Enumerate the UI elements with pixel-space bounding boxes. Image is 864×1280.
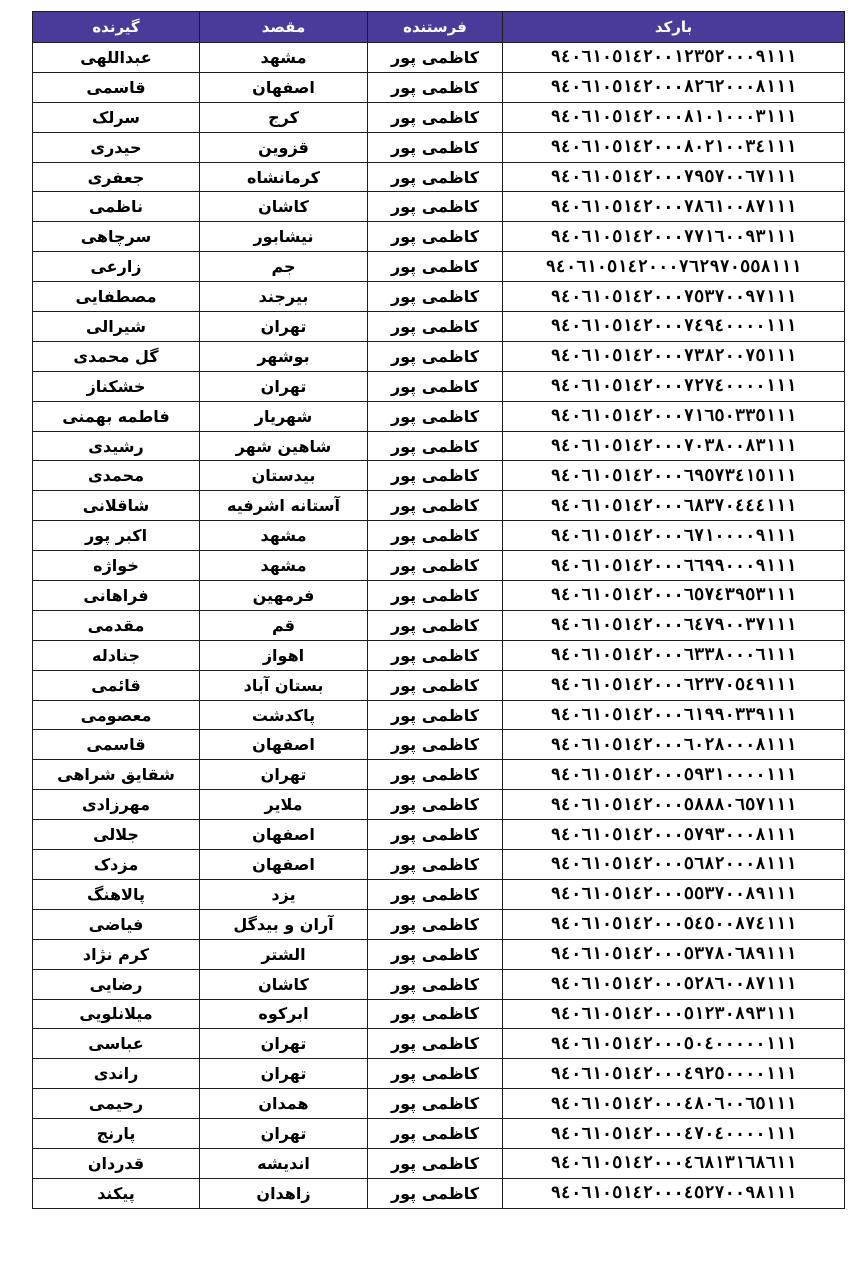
barcode-cell: ۹٤۰٦۱۰٥۱٤۲۰۰۰٥۸۸۸۰٦٥۷۱۱۱ [503, 790, 845, 820]
receiver-cell: قاسمی [33, 730, 200, 760]
table-row [33, 1148, 845, 1178]
sender-cell: کاظمی پور [368, 252, 503, 282]
table-row [33, 610, 845, 640]
receiver-cell: گل محمدی [33, 341, 200, 371]
sender-cell: کاظمی پور [368, 1089, 503, 1119]
sender-cell: کاظمی پور [368, 312, 503, 342]
barcode-cell: ۹٤۰٦۱۰٥۱٤۲۰۰۰٦٦۹۹۰۰۰۹۱۱۱ [503, 551, 845, 581]
barcode-cell: ۹٤۰٦۱۰٥۱٤۲۰۰۰٥۷۹۳۰۰۰۸۱۱۱ [503, 820, 845, 850]
barcode-cell: ۹٤۰٦۱۰٥۱٤۲۰۰۰۷٥۳۷۰۰۹۷۱۱۱ [503, 282, 845, 312]
receiver-cell: ناظمی [33, 192, 200, 222]
barcode-cell: ۹٤۰٦۱۰٥۱٤۲۰۰۰٤۹۲٥۰۰۰۰۱۱۱ [503, 1059, 845, 1089]
receiver-cell: فاطمه بهمنی [33, 401, 200, 431]
table-row [33, 640, 845, 670]
barcode-cell: ۹٤۰٦۱۰٥۱٤۲۰۰۰۷٤۹٤۰۰۰۰۱۱۱ [503, 312, 845, 342]
sender-cell: کاظمی پور [368, 72, 503, 102]
barcode-cell: ۹٤۰٦۱۰٥۱٤۲۰۰۰٦٤۷۹۰۰۳۷۱۱۱ [503, 610, 845, 640]
destination-cell: جم [200, 252, 368, 282]
sender-cell: کاظمی پور [368, 491, 503, 521]
sender-cell: کاظمی پور [368, 999, 503, 1029]
destination-cell: اصفهان [200, 850, 368, 880]
table-row [33, 551, 845, 581]
receiver-cell: قاسمی [33, 72, 200, 102]
receiver-cell: سرچاهی [33, 222, 200, 252]
destination-cell: اصفهان [200, 820, 368, 850]
table-row [33, 521, 845, 551]
table-row [33, 820, 845, 850]
barcode-cell: ۹٤۰٦۱۰٥۱٤۲۰۰۰٥٤٥۰۰۸۷٤۱۱۱ [503, 909, 845, 939]
barcode-cell: ۹٤۰٦۱۰٥۱٤۲۰۰۰۷۸٦۱۰۰۸۷۱۱۱ [503, 192, 845, 222]
table-row [33, 909, 845, 939]
barcode-cell: ۹٤۰٦۱۰٥۱٤۲۰۰۰٥۳۷۸۰٦۸۹۱۱۱ [503, 939, 845, 969]
destination-cell: بیرجند [200, 282, 368, 312]
destination-cell: تهران [200, 1119, 368, 1149]
table-row [33, 1089, 845, 1119]
receiver-cell: رضایی [33, 969, 200, 999]
sender-cell: کاظمی پور [368, 132, 503, 162]
receiver-cell: شیرالی [33, 312, 200, 342]
table-row [33, 1178, 845, 1208]
table-row [33, 371, 845, 401]
receiver-cell: معصومی [33, 700, 200, 730]
destination-cell: اصفهان [200, 72, 368, 102]
destination-cell: تهران [200, 312, 368, 342]
destination-cell: بیدستان [200, 461, 368, 491]
sender-cell: کاظمی پور [368, 1059, 503, 1089]
header-row [33, 12, 845, 43]
table-row [33, 879, 845, 909]
destination-cell: شاهین شهر [200, 431, 368, 461]
sender-cell: کاظمی پور [368, 760, 503, 790]
table-row [33, 969, 845, 999]
header-sender: فرستنده [368, 12, 503, 43]
destination-cell: اهواز [200, 640, 368, 670]
barcode-cell: ۹٤۰٦۱۰٥۱٤۲۰۰۰۸۱۰۱۰۰۰۳۱۱۱ [503, 102, 845, 132]
receiver-cell: سرلک [33, 102, 200, 132]
barcode-cell: ۹٤۰٦۱۰٥۱٤۲۰۰۰۷۰۳۸۰۰۸۳۱۱۱ [503, 431, 845, 461]
destination-cell: کاشان [200, 969, 368, 999]
barcode-cell: ۹٤۰٦۱۰٥۱٤۲۰۰۰۷۲۷٤۰۰۰۰۱۱۱ [503, 371, 845, 401]
barcode-cell: ۹٤۰٦۱۰٥۱٤۲۰۰۰٥٥۳۷۰۰۸۹۱۱۱ [503, 879, 845, 909]
receiver-cell: کرم نژاد [33, 939, 200, 969]
barcode-cell: ۹٤۰٦۱۰٥۱٤۲۰۰۰۷۱٦٥۰۳۳٥۱۱۱ [503, 401, 845, 431]
barcode-cell: ۹٤۰٦۱۰٥۱٤۲۰۰۰۷۹٥۷۰۰٦۷۱۱۱ [503, 162, 845, 192]
destination-cell: مشهد [200, 43, 368, 73]
destination-cell: فرمهین [200, 581, 368, 611]
barcode-cell: ۹٤۰٦۱۰٥۱٤۲۰۰۰٥۹۳۱۰۰۰۰۱۱۱ [503, 760, 845, 790]
table-row [33, 102, 845, 132]
receiver-cell: رحیمی [33, 1089, 200, 1119]
sender-cell: کاظمی پور [368, 610, 503, 640]
destination-cell: پاکدشت [200, 700, 368, 730]
barcode-cell: ۹٤۰٦۱۰٥۱٤۲۰۰۰٦۷۱۰۰۰۰۹۱۱۱ [503, 521, 845, 551]
destination-cell: اندیشه [200, 1148, 368, 1178]
table-row [33, 312, 845, 342]
barcode-cell: ۹٤۰٦۱۰٥۱٤۲۰۰۰٥۱۲۳۰۸۹۳۱۱۱ [503, 999, 845, 1029]
table-row [33, 431, 845, 461]
table-row [33, 162, 845, 192]
barcode-cell: ۹٤۰٦۱۰٥۱٤۲۰۰۱۲۳٥۲۰۰۰۹۱۱۱ [503, 43, 845, 73]
sender-cell: کاظمی پور [368, 700, 503, 730]
receiver-cell: پارنج [33, 1119, 200, 1149]
destination-cell: بستان آباد [200, 670, 368, 700]
receiver-cell: جلالی [33, 820, 200, 850]
barcode-cell: ۹٤۰٦۱۰٥۱٤۲۰۰۰٤٦۸۱۳۱٦۸٦۱۱ [503, 1148, 845, 1178]
receiver-cell: خشکناز [33, 371, 200, 401]
barcode-cell: ۹٤۰٦۱۰٥۱٤۲۰۰۰٦٥۷٤۳۹٥۳۱۱۱ [503, 581, 845, 611]
barcode-cell: ۹٤۰٦۱۰٥۱٤۲۰۰۰۸۲٦۲۰۰۰۸۱۱۱ [503, 72, 845, 102]
header-receiver: گیرنده [33, 12, 200, 43]
receiver-cell: مصطفایی [33, 282, 200, 312]
sender-cell: کاظمی پور [368, 401, 503, 431]
barcode-cell: ۹٤۰٦۱۰٥۱٤۲۰۰۰٤۸۰٦۰۰٦٥۱۱۱ [503, 1089, 845, 1119]
barcode-cell: ۹٤۰٦۱۰٥۱٤۲۰۰۰٤٥۲۷۰۰۹۸۱۱۱ [503, 1178, 845, 1208]
receiver-cell: شقایق شراهی [33, 760, 200, 790]
table-row [33, 282, 845, 312]
destination-cell: تهران [200, 1029, 368, 1059]
receiver-cell: راندی [33, 1059, 200, 1089]
table-row [33, 1119, 845, 1149]
destination-cell: نیشابور [200, 222, 368, 252]
table-row [33, 999, 845, 1029]
destination-cell: الشتر [200, 939, 368, 969]
destination-cell: بوشهر [200, 341, 368, 371]
table-row [33, 939, 845, 969]
barcode-cell: ۹٤۰٦۱۰٥۱٤۲۰۰۰٦۱۹۹۰۳۳۹۱۱۱ [503, 700, 845, 730]
table-row [33, 192, 845, 222]
receiver-cell: محمدی [33, 461, 200, 491]
sender-cell: کاظمی پور [368, 282, 503, 312]
table-row [33, 700, 845, 730]
destination-cell: کرمانشاه [200, 162, 368, 192]
destination-cell: ابرکوه [200, 999, 368, 1029]
destination-cell: تهران [200, 760, 368, 790]
barcode-cell: ۹٤۰٦۱۰٥۱٤۲۰۰۰٥۲۸٦۰۰۸۷۱۱۱ [503, 969, 845, 999]
receiver-cell: شاقلانی [33, 491, 200, 521]
sender-cell: کاظمی پور [368, 969, 503, 999]
barcode-cell: ۹٤۰٦۱۰٥۱٤۲۰۰۰٥٦۸۲۰۰۰۸۱۱۱ [503, 850, 845, 880]
header-destination: مقصد [200, 12, 368, 43]
shipment-sheet [32, 11, 844, 1209]
receiver-cell: مزدک [33, 850, 200, 880]
table-row [33, 670, 845, 700]
sender-cell: کاظمی پور [368, 341, 503, 371]
sender-cell: کاظمی پور [368, 1148, 503, 1178]
sender-cell: کاظمی پور [368, 521, 503, 551]
table-row [33, 43, 845, 73]
receiver-cell: مهرزادی [33, 790, 200, 820]
receiver-cell: جنادله [33, 640, 200, 670]
destination-cell: کاشان [200, 192, 368, 222]
receiver-cell: قدردان [33, 1148, 200, 1178]
sender-cell: کاظمی پور [368, 431, 503, 461]
receiver-cell: میلانلویی [33, 999, 200, 1029]
destination-cell: اصفهان [200, 730, 368, 760]
sender-cell: کاظمی پور [368, 371, 503, 401]
table-row [33, 461, 845, 491]
table-row [33, 401, 845, 431]
barcode-cell: ۹٤۰٦۱۰٥۱٤۲۰۰۰٦۹٥۷۳٤۱٥۱۱۱ [503, 461, 845, 491]
barcode-cell: ۹٤۰٦۱۰٥۱٤۲۰۰۰٦۲۳۷۰٥٤۹۱۱۱ [503, 670, 845, 700]
sender-cell: کاظمی پور [368, 102, 503, 132]
sender-cell: کاظمی پور [368, 192, 503, 222]
receiver-cell: جعفری [33, 162, 200, 192]
sender-cell: کاظمی پور [368, 879, 503, 909]
destination-cell: یزد [200, 879, 368, 909]
sender-cell: کاظمی پور [368, 551, 503, 581]
sender-cell: کاظمی پور [368, 640, 503, 670]
receiver-cell: خواژه [33, 551, 200, 581]
receiver-cell: قائمی [33, 670, 200, 700]
shipment-table [32, 11, 845, 1209]
destination-cell: آستانه اشرفیه [200, 491, 368, 521]
receiver-cell: عبداللهی [33, 43, 200, 73]
receiver-cell: عباسی [33, 1029, 200, 1059]
receiver-cell: حیدری [33, 132, 200, 162]
destination-cell: قزوین [200, 132, 368, 162]
header-barcode: بارکد [503, 12, 845, 43]
barcode-cell: ۹٤۰٦۱۰٥۱٤۲۰۰۰٦۰۲۸۰۰۰۸۱۱۱ [503, 730, 845, 760]
barcode-cell: ۹٤۰٦۱۰٥۱٤۲۰۰۰۷۳۸۲۰۰۷٥۱۱۱ [503, 341, 845, 371]
sender-cell: کاظمی پور [368, 850, 503, 880]
table-row [33, 1059, 845, 1089]
sender-cell: کاظمی پور [368, 820, 503, 850]
destination-cell: کرج [200, 102, 368, 132]
table-row [33, 491, 845, 521]
destination-cell: قم [200, 610, 368, 640]
table-row [33, 790, 845, 820]
sender-cell: کاظمی پور [368, 1178, 503, 1208]
destination-cell: مشهد [200, 521, 368, 551]
destination-cell: تهران [200, 371, 368, 401]
sender-cell: کاظمی پور [368, 790, 503, 820]
table-row [33, 581, 845, 611]
receiver-cell: رشیدی [33, 431, 200, 461]
sender-cell: کاظمی پور [368, 43, 503, 73]
sender-cell: کاظمی پور [368, 1119, 503, 1149]
destination-cell: زاهدان [200, 1178, 368, 1208]
destination-cell: ملایر [200, 790, 368, 820]
sender-cell: کاظمی پور [368, 581, 503, 611]
destination-cell: همدان [200, 1089, 368, 1119]
destination-cell: آران و بیدگل [200, 909, 368, 939]
barcode-cell: ۹٤۰٦۱۰٥۱٤۲۰۰۰۸۰۲۱۰۰۳٤۱۱۱ [503, 132, 845, 162]
receiver-cell: پالاهنگ [33, 879, 200, 909]
barcode-cell: ۹٤۰٦۱۰٥۱٤۲۰۰۰٥۰٤۰۰۰۰۰۱۱۱ [503, 1029, 845, 1059]
barcode-cell: ۹٤۰٦۱۰٥۱٤۲۰۰۰٦۸۳۷۰٤٤٤۱۱۱ [503, 491, 845, 521]
table-row [33, 760, 845, 790]
receiver-cell: فیاضی [33, 909, 200, 939]
sender-cell: کاظمی پور [368, 1029, 503, 1059]
table-body [33, 43, 845, 1209]
barcode-cell: ۹٤۰٦۱۰٥۱٤۲۰۰۰۷۷۱٦۰۰۹۳۱۱۱ [503, 222, 845, 252]
sender-cell: کاظمی پور [368, 730, 503, 760]
destination-cell: تهران [200, 1059, 368, 1089]
sender-cell: کاظمی پور [368, 162, 503, 192]
table-row [33, 222, 845, 252]
sender-cell: کاظمی پور [368, 222, 503, 252]
table-row [33, 850, 845, 880]
sender-cell: کاظمی پور [368, 670, 503, 700]
barcode-cell: ۹٤۰٦۱۰٥۱٤۲۰۰۰٤۷۰٤۰۰۰۰۱۱۱ [503, 1119, 845, 1149]
sender-cell: کاظمی پور [368, 939, 503, 969]
table-row [33, 1029, 845, 1059]
receiver-cell: زارعی [33, 252, 200, 282]
table-row [33, 341, 845, 371]
sender-cell: کاظمی پور [368, 461, 503, 491]
table-row [33, 72, 845, 102]
destination-cell: مشهد [200, 551, 368, 581]
sender-cell: کاظمی پور [368, 909, 503, 939]
receiver-cell: فراهانی [33, 581, 200, 611]
receiver-cell: اکبر پور [33, 521, 200, 551]
barcode-cell: ۹٤۰٦۱۰٥۱٤۲۰۰۰٦۳۳۸۰۰۰٦۱۱۱ [503, 640, 845, 670]
table-row [33, 252, 845, 282]
destination-cell: شهریار [200, 401, 368, 431]
table-row [33, 132, 845, 162]
receiver-cell: مقدمی [33, 610, 200, 640]
receiver-cell: پیکند [33, 1178, 200, 1208]
barcode-cell: ۹٤۰٦۱۰٥۱٤۲۰۰۰۷٦۲۹۷۰٥٥۸۱۱۱ [503, 252, 845, 282]
table-row [33, 730, 845, 760]
